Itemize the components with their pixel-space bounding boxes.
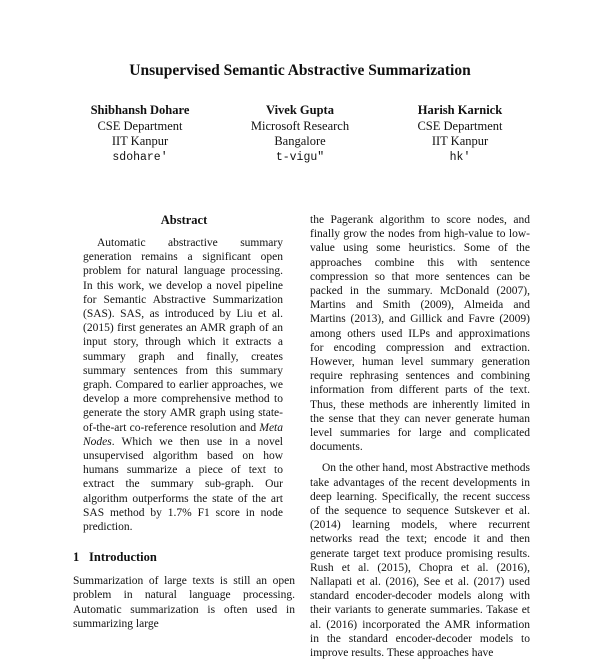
abstract-text-part-1: Automatic abstractive summary generation remains a significant open problem for natural language processing. In this work, we develop a novel pipeline for Semantic Abstractive Summarization (SAS). SAS, as introduced by Liu et al. (2015) first generates an AMR graph of an input story, through which it extracts a summary graph and finally, creates summary sentences from this summary graph. Compared to earlier approaches, we develop a more comprehensive method to generate the story AMR graph using state-of-the-art co-reference resolution and: [83, 237, 283, 434]
author-name: Shibhansh Dohare: [90, 103, 190, 117]
section-heading-introduction: [73, 550, 295, 565]
author-3: [380, 103, 540, 165]
author-1: [60, 103, 220, 165]
body-paragraph-2: On the other hand, most Abstractive methods take advantages of the recent developments in deep learning. Specifically, the recent success of the sequence to sequence Sutskever et al. (2014) learning models, where recurrent networks read the text; encode it and then generate target text produce promising results. Rush et al. (2015), Chopra et al. (2016), Nallapati et al. (2016), See et al. (2017) used standard encoder-decoder models along with their variants to generate summaries. Takase et al. (2016) incorporated the AMR information in the standard encoder-decoder models to improve results. These approaches have: [310, 462, 530, 660]
author-email: sdohare′: [112, 150, 168, 164]
abstract-text-part-2: . Which we then use in a novel unsupervised algorithm based on how humans summarize a piece of text to extract the summary sub-graph. Our algorithm outperforms the state of the art SAS method by 1.7% F1 score in node prediction.: [83, 435, 283, 534]
intro-paragraph: Summarization of large texts is still an open problem in natural language processing. Automatic summarization is often used in summarizing large: [73, 575, 295, 630]
abstract-heading: Abstract: [160, 213, 208, 227]
right-column: [310, 213, 530, 660]
author-institution: IIT Kanpur: [111, 134, 169, 148]
author-email: hk′: [449, 150, 471, 164]
paper-title: Unsupervised Semantic Abstractive Summarization: [129, 62, 471, 79]
author-email: t-vigu″: [275, 150, 325, 164]
author-name: Vivek Gupta: [266, 103, 334, 117]
body-paragraph-1: the Pagerank algorithm to score nodes, and finally grow the nodes from high-value to low-value using some heuristics. Some of the approaches combine this with sentence compression so that more sentences can be packed in the summary. McDonald (2007), Martins and Smith (2009), Almeida and Martins (2013), and Gillick and Favre (2009) among others used ILPs and approximations for encoding compression and extraction. However, human level summary generation require rephrasing sentences and combining information from different parts of the text. Thus, these methods are inherently limited in the sense that they can never generate human level summaries for large and complicated documents.: [310, 214, 530, 454]
author-name: Harish Karnick: [417, 103, 503, 117]
author-institution: Bangalore: [274, 134, 326, 148]
left-column: [73, 213, 295, 631]
author-institution: IIT Kanpur: [431, 134, 489, 148]
author-2: [220, 103, 380, 165]
section-number: 1: [73, 550, 80, 565]
abstract-italic-term: Meta Nodes: [83, 421, 283, 448]
section-title: Introduction: [89, 550, 157, 565]
author-affiliation: CSE Department: [97, 118, 183, 133]
author-block: [60, 103, 540, 165]
author-affiliation: CSE Department: [417, 118, 503, 133]
abstract-text: [73, 236, 295, 534]
author-affiliation: Microsoft Research: [250, 118, 350, 133]
